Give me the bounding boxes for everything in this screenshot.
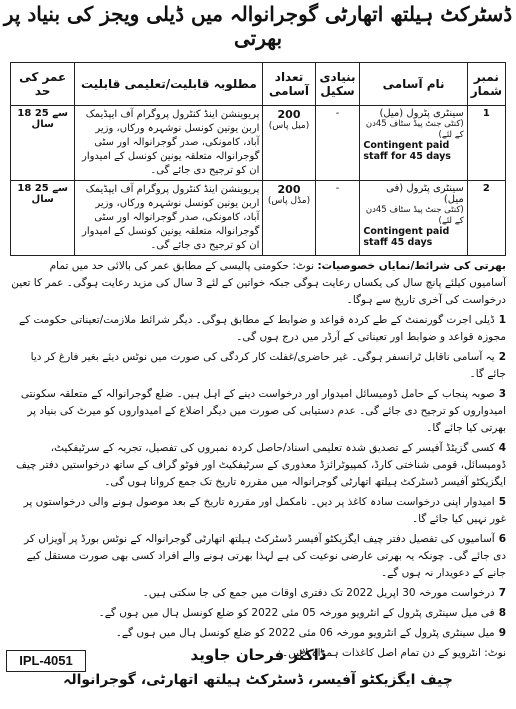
- count-number: 200: [277, 108, 301, 121]
- header-serial: نمبر شمار: [467, 63, 505, 106]
- row-count: [263, 106, 315, 181]
- post-name-urdu: سینٹری پٹرول (میل): [379, 108, 464, 119]
- condition-item: [10, 625, 506, 642]
- row-age: 18 سے 25 سال: [11, 106, 75, 181]
- condition-item: [10, 605, 506, 622]
- signatory-title: چیف ایگزیکٹو آفیسر، ڈسٹرکٹ ہیلتھ اتھارٹی، گوجرانوالہ: [63, 672, 453, 688]
- page-title: ڈسٹرکٹ ہیلتھ اتھارٹی گوجرانوالہ میں ڈیلی ویجز کی بنیاد پر بھرتی: [3, 2, 513, 50]
- condition-text: میل سینٹری پٹرول کے انٹرویو مورخہ 06 مئی 2022 کو ضلع کونسل ہال میں ہوں گے۔: [115, 627, 495, 639]
- ipl-reference: IPL-4051: [6, 650, 86, 672]
- final-note: نوٹ: انٹرویو کے دن تمام اصل کاغذات ہمراہ لائیں۔: [281, 647, 506, 659]
- post-note: (کنٹی جنٹ پیڈ سٹاف 45دن کے لئے): [365, 119, 464, 140]
- table-row: [11, 181, 506, 256]
- count-education: (مڈل پاس): [267, 196, 311, 206]
- condition-number: 8: [498, 607, 506, 619]
- header-count: تعداد آسامی: [263, 63, 315, 106]
- row-scale: -: [315, 106, 360, 181]
- header-scale: بنیادی سکیل: [315, 63, 360, 106]
- row-count: [263, 181, 315, 256]
- condition-item: [10, 349, 506, 383]
- condition-text: کسی گزیٹڈ آفیسر کے تصدیق شدہ تعلیمی اسناد/حاصل کردہ نمبروں کی تفصیل، تجربہ کے سرٹیفکیٹ، ڈومیسائل، قومی شناختی کارڈ، کمپیوٹرائزڈ معذوری کے سرٹیفکیٹ اور فوٹو گراف کے ساتھ درخواستیں دفتر چیف ایگزیکٹو آفیسر ڈسٹرکٹ ہیلتھ اتھارٹی گوجرانوالہ میں مقررہ تاریخ تک جمع کروانا ہوں گی۔: [15, 442, 506, 488]
- table-header-row: [11, 63, 506, 106]
- condition-text: صوبہ پنجاب کے حامل ڈومیسائل امیدوار اور درخواست دینے کے اہل ہیں۔ ضلع گوجرانوالہ کے متعلقہ سکونتی امیدواروں کو ترجیح دی جائے گی۔ عدم دستیابی کی صورت میں دیگر اضلاع کے امیدواروں کو میرٹ کی بنیاد پر بھرتی کیا جائے گا۔: [20, 388, 506, 434]
- condition-item: [10, 585, 506, 602]
- condition-number: 6: [498, 533, 506, 545]
- conditions-intro-text: نوٹ: حکومتی پالیسی کے مطابق عمر کی بالائی حد میں تمام آسامیوں کیلئے پانچ سال کی یکساں رعایت ہوگی جبکہ خواتین کے لئے 3 سال کی مزید رعایت ہوگی۔ عمر کا تعین درخواست کی آخری تاریخ سے ہوگا۔: [11, 260, 506, 306]
- count-education: (میل پاس): [268, 121, 310, 131]
- condition-text: امیدوار اپنی درخواست سادہ کاغذ پر دیں۔ نامکمل اور مقررہ تاریخ کے بعد موصول ہونے والی درخواستوں پر غور نہیں کیا جائے گا۔: [23, 496, 506, 525]
- posts-table: [10, 62, 506, 256]
- row-scale: -: [315, 181, 360, 256]
- conditions-intro: [10, 258, 506, 309]
- row-qualification: پریوینشن اینڈ کنٹرول پروگرام آف ایپڈیمک اربن یونین کونسل نوشہرہ ورکاں، وزیر آباد، کامونکی، صدر گوجرانوالہ اور سٹی گوجرانوالہ متعلقہ یونین کونسل کے امیدوار ان کو ترجیح دی جائے گی۔: [75, 106, 263, 181]
- signatory-name: ڈاکٹر فرحان جاوید: [190, 646, 326, 664]
- condition-item: [10, 386, 506, 437]
- condition-item: [10, 494, 506, 528]
- condition-number: 1: [498, 314, 506, 326]
- post-note: (کنٹی جنٹ پیڈ سٹاف 45دن کے لئے): [365, 205, 464, 226]
- row-post: [360, 181, 467, 256]
- header-qualification: مطلوبہ قابلیت/تعلیمی قابلیت: [75, 63, 263, 106]
- row-qualification: پریوینشن اینڈ کنٹرول پروگرام آف ایپڈیمک اربن یونین کونسل نوشہرہ ورکاں، وزیر آباد، کامونکی، صدر گوجرانوالہ اور سٹی گوجرانوالہ متعلقہ یونین کونسل کے امیدوار ان کو ترجیح دی جائے گی۔: [75, 181, 263, 256]
- condition-text: یہ آسامی ناقابل ٹرانسفر ہوگی۔ غیر حاضری/غفلت کار کردگی کی صورت میں نوٹس دیئے بغیر فارغ کر دیا جائے گا۔: [30, 351, 506, 380]
- condition-number: 9: [498, 627, 506, 639]
- condition-number: 7: [498, 587, 506, 599]
- count-number: 200: [277, 183, 301, 196]
- condition-item: [10, 440, 506, 491]
- condition-text: آسامیوں کی تفصیل دفتر چیف ایگزیکٹو آفیسر ڈسٹرکٹ ہیلتھ اتھارٹی گوجرانوالہ کے نوٹس بورڈ پر آویزاں کر دی جائے گی۔ چونکہ یہ بھرتی عارضی نوعیت کی ہے لہذا بھرتی ہونے والے افراد کسی بھی صورت مستقل کیے جانے کے دعویدار نہ ہوں گے۔: [24, 533, 506, 579]
- condition-number: 3: [498, 388, 506, 400]
- condition-text: ڈیلی اجرت گورنمنٹ کے طے کردہ قواعد و ضوابط کے مطابق ہوگی۔ دیگر شرائط ملازمت/تعیناتی حکومت کے مجوزہ قواعد و ضوابط اور تعیناتی کے آرڈر میں درج ہوں گی۔: [19, 314, 506, 343]
- post-name-english: Contingent paid staff for 45 days: [363, 140, 451, 162]
- condition-number: 2: [498, 351, 506, 363]
- row-serial: 1: [467, 106, 505, 181]
- condition-item: [10, 531, 506, 582]
- header-age: عمر کی حد: [11, 63, 75, 106]
- row-age: 18 سے 25 سال: [11, 181, 75, 256]
- post-name-urdu: سینٹری پٹرول (فی میل): [386, 183, 464, 205]
- conditions-section: [10, 258, 506, 665]
- condition-text: درخواست مورخہ 30 اپریل 2022 تک دفتری اوقات میں جمع کی جا سکتی ہیں۔: [142, 587, 495, 599]
- condition-text: فی میل سینٹری پٹرول کے انٹرویو مورخہ 05 مئی 2022 کو ضلع کونسل ہال میں ہوں گے۔: [98, 607, 495, 619]
- row-serial: 2: [467, 181, 505, 256]
- condition-item: [10, 312, 506, 346]
- condition-number: 4: [498, 442, 506, 454]
- table-row: [11, 106, 506, 181]
- header-post: نام آسامی: [360, 63, 467, 106]
- post-name-english: Contingent paid staff 45 days: [363, 226, 450, 248]
- conditions-heading: بھرتی کی شرائط/نمایاں خصوصیات:: [317, 260, 506, 272]
- condition-number: 5: [498, 496, 506, 508]
- row-post: [360, 106, 467, 181]
